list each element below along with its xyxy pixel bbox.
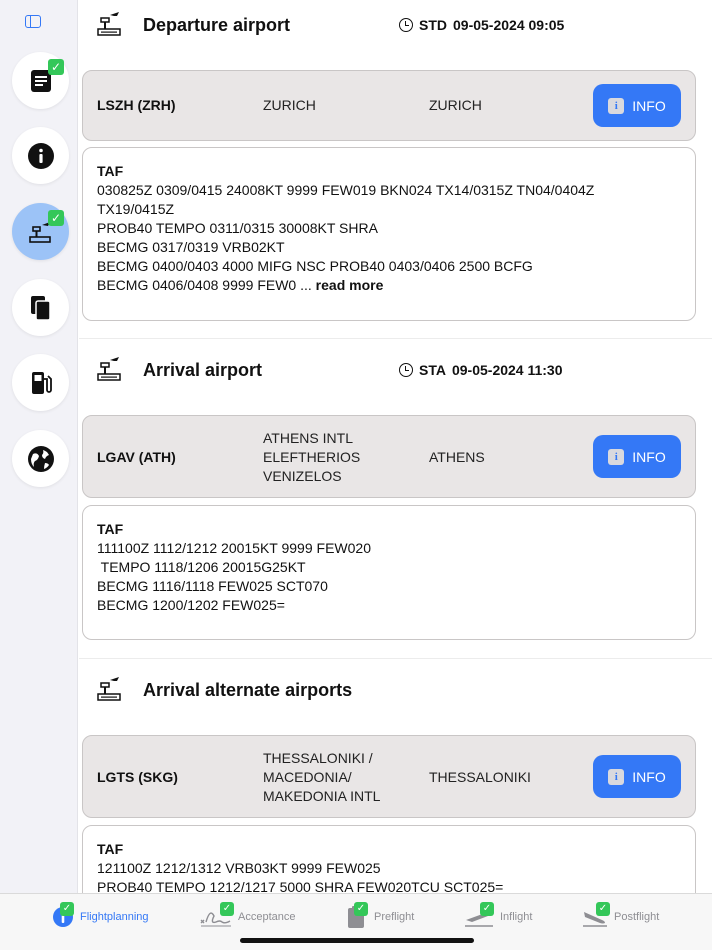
taf-line: TEMPO 1118/1206 20015G25KT [97, 559, 306, 575]
tab-preflight[interactable] [346, 900, 414, 934]
arrival-taf-card [82, 505, 696, 640]
airport-name [263, 749, 380, 806]
taf-line: BECMG 1116/1118 FEW025 SCT070 [97, 578, 328, 594]
fuel-pump-icon [29, 370, 53, 396]
airport-code: LSZH (ZRH) [97, 97, 176, 113]
airport-city: ATHENS [429, 449, 485, 465]
sta-value: 09-05-2024 11:30 [451, 362, 563, 378]
taf-line-text: BECMG 0406/0408 9999 FEW0 ... [97, 277, 312, 293]
sidebar [0, 0, 78, 893]
checkmark-icon: ✓ [48, 210, 64, 226]
airport-name-line: MAKEDONIA INTL [263, 788, 381, 804]
checkmark-icon: ✓ [60, 902, 74, 916]
taf-label: TAF [97, 521, 124, 537]
taf-line: 111100Z 1112/1212 20015KT 9999 FEW020 [97, 540, 371, 556]
taf-line: BECMG 1200/1202 FEW025= [97, 597, 285, 613]
checkmark-icon: ✓ [354, 902, 368, 916]
sidebar-item-airports[interactable] [12, 203, 69, 260]
tab-label: Flightplanning [80, 911, 149, 923]
sidebar-toggle-icon[interactable] [25, 15, 41, 28]
tab-icon [464, 903, 494, 928]
taf-line: BECMG 0400/0403 4000 MIFG NSC PROB40 0403/0406 2500 BCFG [97, 258, 533, 274]
info-button[interactable] [593, 755, 681, 798]
globe-icon [27, 445, 55, 473]
airport-name-line: ATHENS INTL [263, 430, 353, 446]
divider [79, 338, 712, 339]
airport-name-line: VENIZELOS [263, 468, 342, 484]
airport-code: LGAV (ATH) [97, 449, 176, 465]
info-button[interactable] [593, 435, 681, 478]
info-icon: i [608, 769, 624, 785]
tab-icon [346, 903, 368, 928]
airport-name-line: MACEDONIA/ [263, 769, 352, 785]
airport-city: ZURICH [429, 97, 482, 113]
alternate-header [79, 667, 712, 717]
arrival-time [399, 362, 563, 378]
tab-acceptance[interactable] [200, 900, 295, 934]
std-value: 09-05-2024 09:05 [453, 17, 565, 33]
checkmark-icon: ✓ [48, 59, 64, 75]
arrival-title: Arrival airport [143, 360, 263, 380]
clock-icon [399, 18, 413, 32]
tab-label: Inflight [500, 911, 533, 923]
departure-time [399, 17, 564, 33]
tab-inflight[interactable] [464, 900, 532, 934]
sidebar-item-globe[interactable] [12, 430, 69, 487]
taf-label: TAF [97, 841, 124, 857]
taf-line-last [97, 276, 681, 295]
tab-label: Postflight [614, 911, 660, 923]
divider [79, 658, 712, 659]
taf-line: BECMG 0317/0319 VRB02KT [97, 239, 285, 255]
tab-label: Acceptance [238, 911, 296, 923]
tab-icon [52, 903, 74, 928]
airport-name [263, 96, 316, 115]
sidebar-item-fuel[interactable] [12, 354, 69, 411]
tab-icon [582, 903, 608, 928]
taf-line: 121100Z 1212/1312 VRB03KT 9999 FEW025 [97, 860, 381, 876]
checkmark-icon: ✓ [596, 902, 610, 916]
airport-name-line: ELEFTHERIOS [263, 449, 361, 465]
info-icon: i [608, 449, 624, 465]
tab-flightplanning[interactable] [52, 900, 149, 934]
departure-airport-card[interactable] [82, 70, 696, 141]
tab-postflight[interactable] [582, 900, 659, 934]
sidebar-item-copies[interactable] [12, 279, 69, 336]
taf-line: PROB40 TEMPO 0311/0315 30008KT SHRA [97, 220, 378, 236]
taf-label: TAF [97, 163, 124, 179]
airport-name-line: THESSALONIKI / [263, 750, 373, 766]
copy-documents-icon [29, 295, 53, 321]
checkmark-icon: ✓ [480, 902, 494, 916]
alternate-airport-card[interactable] [82, 735, 696, 818]
sidebar-item-documents[interactable] [12, 52, 69, 109]
airport-name [263, 429, 360, 486]
checkmark-icon: ✓ [220, 902, 234, 916]
airport-name-line: ZURICH [263, 97, 316, 113]
departure-header [79, 2, 712, 52]
clock-icon [399, 363, 413, 377]
arrival-header [79, 347, 712, 397]
read-more-link[interactable]: read more [315, 277, 384, 293]
departure-title: Departure airport [143, 15, 291, 35]
alternate-taf-card [82, 825, 696, 893]
main-content [79, 0, 712, 893]
taf-line: TX19/0415Z [97, 201, 175, 217]
info-button[interactable] [593, 84, 681, 127]
departure-taf-card [82, 147, 696, 321]
taf-line: PROB40 TEMPO 1212/1217 5000 SHRA FEW020TCU SCT025= [97, 879, 504, 893]
tab-label: Preflight [374, 911, 415, 923]
sidebar-item-info[interactable] [12, 127, 69, 184]
airport-city: THESSALONIKI [429, 769, 531, 785]
airport-tower-icon [97, 675, 123, 703]
tab-icon [200, 903, 232, 928]
info-icon: i [608, 98, 624, 114]
std-label: STD [419, 17, 447, 33]
airport-code: LGTS (SKG) [97, 769, 178, 785]
sta-label: STA [419, 362, 446, 378]
info-button-label: INFO [632, 448, 666, 465]
arrival-airport-card[interactable] [82, 415, 696, 498]
info-button-label: INFO [632, 768, 666, 785]
alternate-title: Arrival alternate airports [143, 680, 353, 700]
info-icon [27, 142, 55, 170]
home-indicator [240, 938, 474, 943]
info-button-label: INFO [632, 97, 666, 114]
taf-line: 030825Z 0309/0415 24008KT 9999 FEW019 BKN024 TX14/0315Z TN04/0404Z [97, 182, 595, 198]
airport-tower-icon [97, 355, 123, 383]
airport-tower-icon [97, 10, 123, 38]
